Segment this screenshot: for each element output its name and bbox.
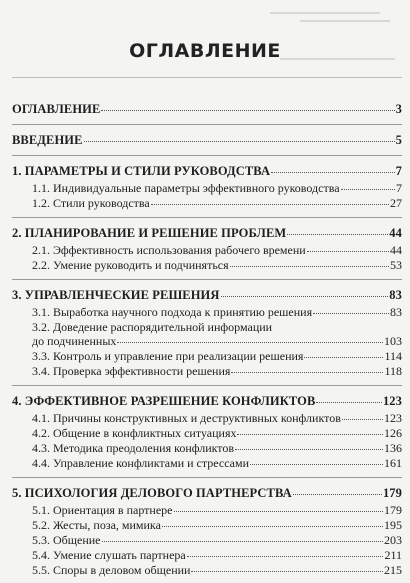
entry-title: 3.4. Проверка эффективности решения [32, 364, 231, 378]
entry-title: 5.1. Ориентация в партнере [32, 503, 173, 517]
entry-page: 7 [396, 181, 402, 195]
toc-subentry-2-1[interactable] [32, 243, 402, 257]
page-title: ОГЛАВЛЕНИЕ [129, 40, 281, 62]
toc-chapter-4[interactable] [12, 394, 402, 408]
entry-title: 4.4. Управление конфликтами и стрессами [32, 456, 250, 470]
leader-dots [230, 266, 389, 267]
toc-subentry-4-4[interactable] [32, 456, 402, 470]
leader-dots [271, 172, 395, 173]
entry-page: 195 [384, 518, 402, 532]
leader-dots [84, 141, 395, 142]
leader-dots [304, 357, 383, 358]
toc-chapter-2[interactable] [12, 226, 402, 240]
leader-dots [231, 372, 383, 373]
toc-subentry-5-1[interactable] [32, 503, 402, 517]
entry-page: 114 [384, 349, 402, 363]
toc-subentry-5-5[interactable] [32, 563, 402, 577]
toc-subentry-5-2[interactable] [32, 518, 402, 532]
leader-dots [191, 571, 383, 572]
leader-dots [102, 541, 383, 542]
leader-dots [341, 189, 395, 190]
entry-page: 123 [384, 411, 402, 425]
leader-dots [101, 110, 394, 111]
toc-subentry-1-2[interactable] [32, 196, 402, 210]
section-divider [12, 124, 402, 125]
entry-page: 83 [389, 288, 402, 302]
entry-page: 44 [389, 226, 402, 240]
entry-page: 44 [390, 243, 402, 257]
entry-page: 5 [395, 133, 402, 147]
leader-dots [307, 251, 389, 252]
toc-subentry-2-2[interactable] [32, 258, 402, 272]
section-divider [12, 155, 402, 156]
entry-title: 1. ПАРАМЕТРЫ И СТИЛИ РУКОВОДСТВА [12, 164, 271, 178]
toc-subentry-1-1[interactable] [32, 181, 402, 195]
entry-page: 123 [382, 394, 402, 408]
section-divider [12, 217, 402, 218]
entry-title: 2.2. Умение руководить и подчиняться [32, 258, 229, 272]
toc-subentry-3-4[interactable] [32, 364, 402, 378]
entry-title: 4.1. Причины конструктивных и деструктивных конфликтов [32, 411, 341, 425]
entry-title: 3.1. Выработка научного подхода к принятию решения [32, 305, 313, 319]
toc-subentry-4-2[interactable] [32, 426, 402, 440]
toc-entry-contents[interactable] [12, 102, 402, 116]
toc-entry-introduction[interactable] [12, 133, 402, 147]
entry-title: 2. ПЛАНИРОВАНИЕ И РЕШЕНИЕ ПРОБЛЕМ [12, 226, 287, 240]
entry-title: 2.1. Эффективность использования рабочего времени [32, 243, 306, 257]
section-divider [12, 385, 402, 386]
leader-dots [151, 204, 389, 205]
entry-page: 211 [384, 548, 402, 562]
toc-chapter-1[interactable] [12, 164, 402, 178]
toc-subentry-5-3[interactable] [32, 533, 402, 547]
toc-subentry-3-2[interactable] [32, 334, 402, 348]
entry-page: 3 [395, 102, 402, 116]
entry-title: 5. ПСИХОЛОГИЯ ДЕЛОВОГО ПАРТНЕРСТВА [12, 486, 292, 500]
entry-page: 53 [390, 258, 402, 272]
toc-subentry-4-1[interactable] [32, 411, 402, 425]
entry-title: 5.2. Жесты, поза, мимика [32, 518, 161, 532]
toc-subentry-3-2-line1[interactable]: 3.2. Доведение распорядительной информации [32, 320, 273, 334]
entry-title: 4. ЭФФЕКТИВНОЕ РАЗРЕШЕНИЕ КОНФЛИКТОВ [12, 394, 316, 408]
entry-page: 27 [390, 196, 402, 210]
leader-dots [162, 526, 383, 527]
entry-title: ВВЕДЕНИЕ [12, 133, 83, 147]
leader-dots [316, 402, 381, 403]
leader-dots [293, 494, 382, 495]
leader-dots [221, 296, 389, 297]
entry-page: 215 [384, 563, 402, 577]
entry-title: 4.3. Методика преодоления конфликтов [32, 441, 235, 455]
entry-title: 3.3. Контроль и управление при реализации решения [32, 349, 304, 363]
entry-page: 7 [395, 164, 402, 178]
leader-dots [235, 449, 383, 450]
entry-title: 3. УПРАВЛЕНЧЕСКИЕ РЕШЕНИЯ [12, 288, 220, 302]
toc-chapter-5[interactable] [12, 486, 402, 500]
entry-title: 1.1. Индивидуальные параметры эффективного руководства [32, 181, 340, 195]
entry-page: 126 [384, 426, 402, 440]
entry-page: 118 [384, 364, 402, 378]
entry-title: 5.5. Споры в деловом общении [32, 563, 191, 577]
entry-page: 136 [384, 441, 402, 455]
entry-title: 5.3. Общение [32, 533, 101, 547]
leader-dots [313, 313, 389, 314]
leader-dots [174, 511, 384, 512]
toc-chapter-3[interactable] [12, 288, 402, 302]
section-divider [12, 279, 402, 280]
entry-page: 161 [384, 456, 402, 470]
toc-subentry-5-4[interactable] [32, 548, 402, 562]
entry-page: 103 [384, 334, 402, 348]
toc-subentry-4-3[interactable] [32, 441, 402, 455]
toc-subentry-3-1[interactable] [32, 305, 402, 319]
entry-title: 5.4. Умение слушать партнера [32, 548, 186, 562]
leader-dots [237, 434, 383, 435]
leader-dots [117, 342, 383, 343]
section-divider [12, 477, 402, 478]
entry-page: 179 [384, 503, 402, 517]
entry-title: 1.2. Стили руководства [32, 196, 150, 210]
leader-dots [342, 419, 383, 420]
toc-subentry-3-3[interactable] [32, 349, 402, 363]
entry-title: до подчиненных [32, 334, 117, 348]
leader-dots [250, 464, 383, 465]
entry-page: 179 [382, 486, 402, 500]
entry-title: ОГЛАВЛЕНИЕ [12, 102, 101, 116]
leader-dots [187, 556, 384, 557]
entry-title: 4.2. Общение в конфликтных ситуациях [32, 426, 237, 440]
entry-page: 203 [384, 533, 402, 547]
leader-dots [287, 234, 388, 235]
title-rule [12, 77, 402, 78]
entry-page: 83 [390, 305, 402, 319]
